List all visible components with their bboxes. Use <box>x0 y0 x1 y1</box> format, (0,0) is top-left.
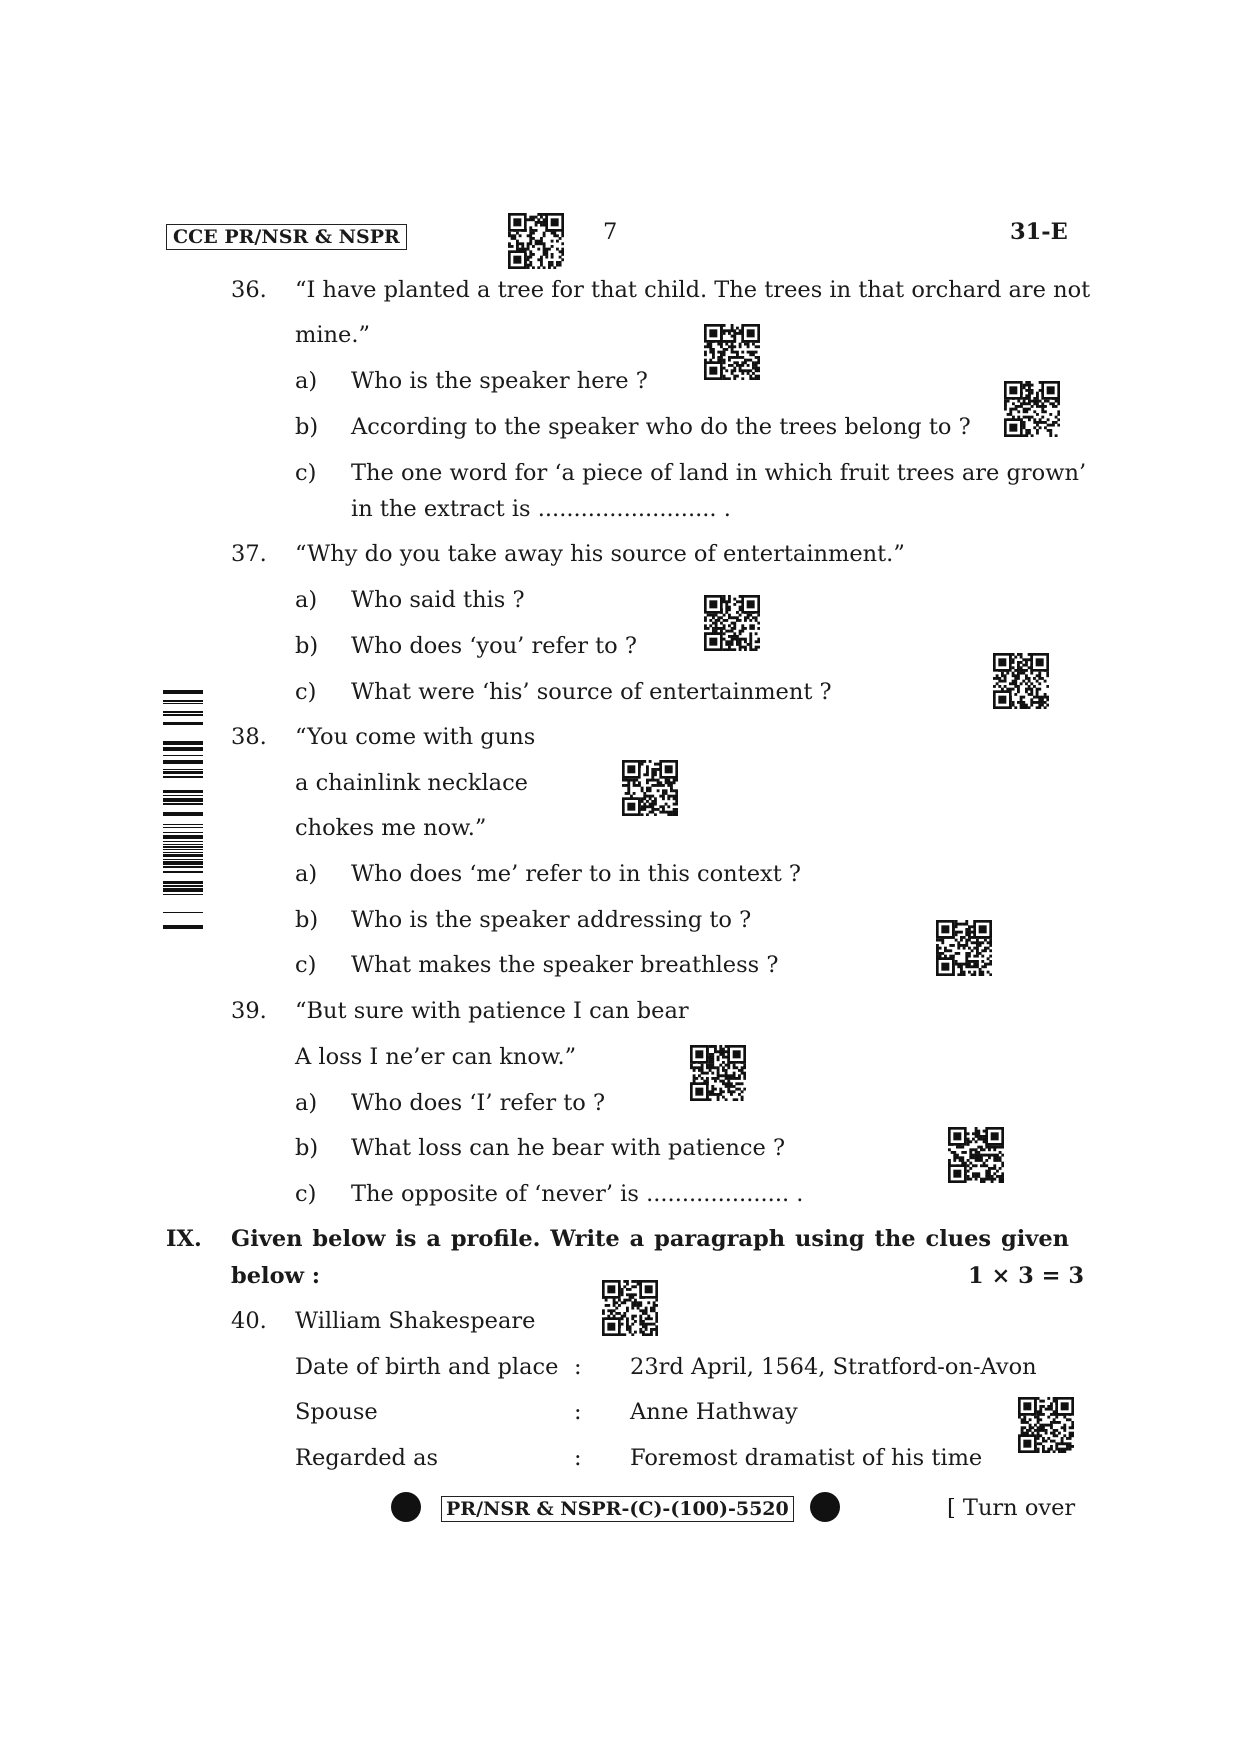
profile-separator: : <box>574 1354 582 1380</box>
sub-question: According to the speaker who do the trees belong to ? <box>351 414 971 440</box>
registration-mark <box>810 1492 840 1522</box>
question-number: 40. <box>231 1308 267 1334</box>
sub-question: Who said this ? <box>351 587 525 613</box>
qr-code-icon <box>704 595 760 651</box>
sub-label: b) <box>295 907 319 933</box>
profile-value: Anne Hathway <box>630 1399 798 1425</box>
sub-label: a) <box>295 1090 318 1116</box>
question-quote: mine.” <box>295 322 370 348</box>
sub-question: Who is the speaker here ? <box>351 368 648 394</box>
qr-code-icon <box>602 1280 658 1336</box>
sub-label: a) <box>295 587 318 613</box>
profile-label: Date of birth and place <box>295 1354 559 1380</box>
sub-question: The opposite of ‘never’ is .................... . <box>351 1181 804 1207</box>
profile-name: William Shakespeare <box>295 1308 536 1334</box>
qr-code-icon <box>948 1127 1004 1183</box>
sub-label: a) <box>295 368 318 394</box>
profile-value: Foremost dramatist of his time <box>630 1445 983 1471</box>
sub-label: c) <box>295 460 317 486</box>
question-quote: a chainlink necklace <box>295 770 528 796</box>
qr-code-icon <box>1004 381 1060 437</box>
qr-code-icon <box>936 920 992 976</box>
sub-question: Who does ‘me’ refer to in this context ? <box>351 861 801 887</box>
qr-code-icon <box>1018 1397 1074 1453</box>
sub-label: a) <box>295 861 318 887</box>
section-instruction-continued: below : <box>231 1263 321 1289</box>
sub-label: b) <box>295 1135 319 1161</box>
sub-question: What were ‘his’ source of entertainment ? <box>351 679 832 705</box>
question-number: 36. <box>231 277 267 303</box>
header-left-code: CCE PR/NSR & NSPR <box>166 224 407 250</box>
sub-label: c) <box>295 952 317 978</box>
qr-code-icon <box>622 760 678 816</box>
section-instruction: Given below is a profile. Write a paragraph using the clues given <box>231 1226 1069 1252</box>
sub-question-continued: in the extract is ......................... . <box>351 496 731 522</box>
turn-over-label: [ Turn over <box>947 1495 1076 1521</box>
sub-question: What loss can he bear with patience ? <box>351 1135 786 1161</box>
sub-label: c) <box>295 1181 317 1207</box>
profile-label: Regarded as <box>295 1445 439 1471</box>
sub-question: What makes the speaker breathless ? <box>351 952 779 978</box>
qr-code-icon <box>704 324 760 380</box>
footer-code: PR/NSR & NSPR-(C)-(100)-5520 <box>441 1496 794 1522</box>
question-number: 37. <box>231 541 267 567</box>
question-quote: “Why do you take away his source of entertainment.” <box>295 541 905 567</box>
section-marks: 1 × 3 = 3 <box>968 1263 1085 1289</box>
profile-label: Spouse <box>295 1399 378 1425</box>
question-quote: “You come with guns <box>295 724 536 750</box>
profile-value: 23rd April, 1564, Stratford-on-Avon <box>630 1354 1037 1380</box>
question-quote: “I have planted a tree for that child. The trees in that orchard are not <box>295 277 1091 303</box>
sub-question: Who does ‘I’ refer to ? <box>351 1090 606 1116</box>
page-number: 7 <box>603 219 618 245</box>
qr-code-icon <box>690 1045 746 1101</box>
profile-separator: : <box>574 1445 582 1471</box>
sub-question: Who does ‘you’ refer to ? <box>351 633 637 659</box>
registration-mark <box>391 1492 421 1522</box>
question-number: 38. <box>231 724 267 750</box>
sub-question: Who is the speaker addressing to ? <box>351 907 752 933</box>
header-right-code: 31-E <box>1010 219 1068 245</box>
section-numeral: IX. <box>166 1226 202 1252</box>
qr-code-icon <box>508 213 564 269</box>
qr-code-icon <box>993 653 1049 709</box>
question-quote: “But sure with patience I can bear <box>295 998 689 1024</box>
sub-label: b) <box>295 633 319 659</box>
question-quote: chokes me now.” <box>295 815 487 841</box>
sub-label: b) <box>295 414 319 440</box>
sub-label: c) <box>295 679 317 705</box>
sub-question: The one word for ‘a piece of land in which fruit trees are grown’ <box>351 460 1087 486</box>
question-number: 39. <box>231 998 267 1024</box>
question-quote: A loss I ne’er can know.” <box>295 1044 577 1070</box>
profile-separator: : <box>574 1399 582 1425</box>
barcode-icon <box>163 690 203 930</box>
